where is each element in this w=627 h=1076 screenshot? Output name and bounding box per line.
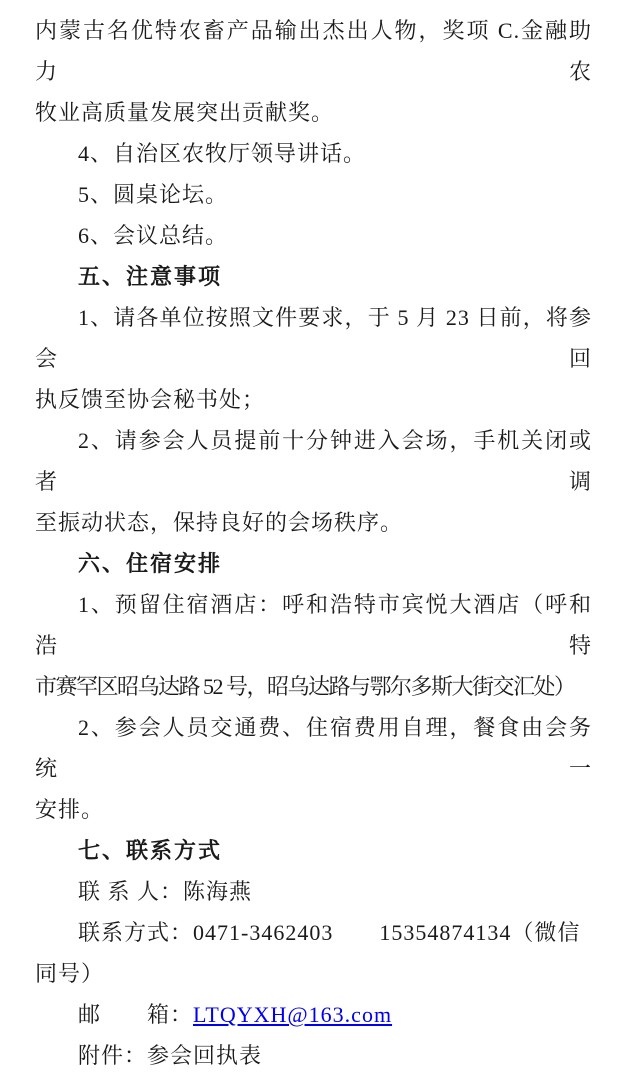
email-label: 邮 箱： <box>78 1002 194 1027</box>
paragraph-continuation-line-2: 牧业高质量发展突出贡献奖。 <box>35 100 335 125</box>
section-heading-contact: 七、联系方式 <box>78 838 223 863</box>
accommodation-item-1-line-1: 1、预留住宿酒店：呼和浩特市宾悦大酒店（呼和浩特 <box>35 592 592 658</box>
agenda-item-6: 6、会议总结。 <box>78 223 229 248</box>
notes-item-1-line-1: 1、请各单位按照文件要求，于 5 月 23 日前，将参会回 <box>35 305 592 371</box>
paragraph-continuation-line-1: 内蒙古名优特农畜产品输出杰出人物，奖项 C.金融助力农 <box>35 18 592 84</box>
notes-item-1-line-2: 执反馈至协会秘书处； <box>35 387 266 412</box>
agenda-item-4: 4、自治区农牧厅领导讲话。 <box>78 141 367 166</box>
contact-email-line <box>35 994 592 1035</box>
section-heading-notes: 五、注意事项 <box>78 264 223 289</box>
accommodation-item-2-line-1: 2、参会人员交通费、住宿费用自理，餐食由会务统一 <box>35 715 592 781</box>
notes-item-2-line-1: 2、请参会人员提前十分钟进入会场，手机关闭或者调 <box>35 428 592 494</box>
attachment-line: 附件：参会回执表 <box>78 1043 263 1068</box>
contact-phone-line: 联系方式：0471-3462403 15354874134（微信同号） <box>35 920 581 986</box>
contact-person-line: 联 系 人：陈海燕 <box>78 879 253 904</box>
accommodation-item-2-line-2: 安排。 <box>35 797 105 822</box>
section-heading-accommodation: 六、住宿安排 <box>78 551 223 576</box>
agenda-item-5: 5、圆桌论坛。 <box>78 182 229 207</box>
accommodation-item-1-line-2: 市赛罕区昭乌达路 52 号，昭乌达路与鄂尔多斯大街交汇处） <box>35 674 575 699</box>
email-link[interactable]: LTQYXH@163.com <box>193 1002 393 1027</box>
notes-item-2-line-2: 至振动状态，保持良好的会场秩序。 <box>35 510 404 535</box>
